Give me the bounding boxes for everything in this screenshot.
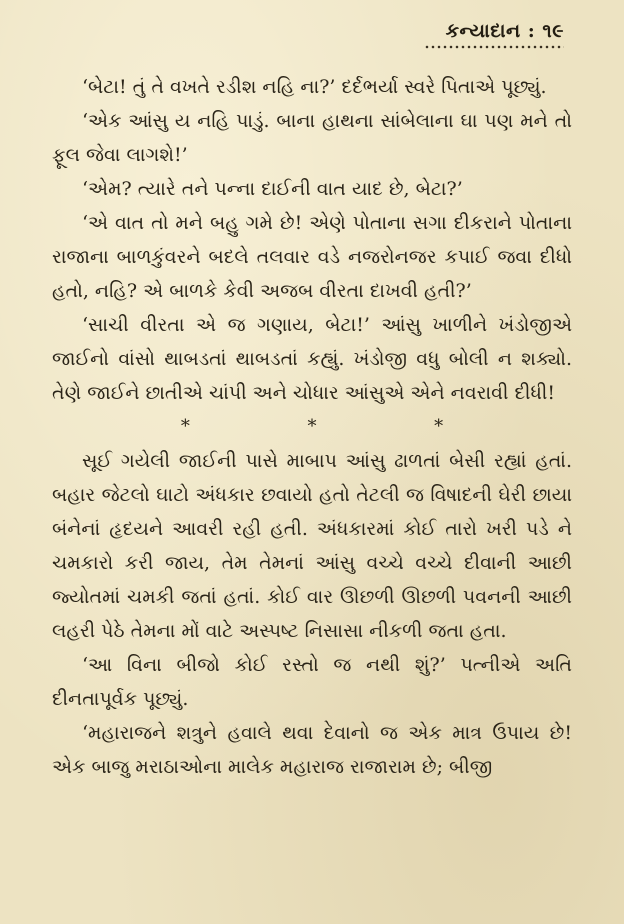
separator-star: * [307, 416, 317, 437]
page-body [52, 70, 572, 784]
separator-star: * [434, 416, 444, 437]
paragraph: ‘એમ? ત્યારે તને પન્ના દાઈની વાત યાદ છે, બેટા?’ [82, 178, 463, 200]
separator-star: * [180, 416, 190, 437]
section-separator [52, 414, 572, 440]
page-header [424, 20, 564, 50]
paragraph: ‘સાચી વીરતા એ જ ગણાય, બેટા!’ આંસુ ખાળીને ખંડોજીએ જાઈનો વાંસો થાબડતાં થાબડતાં કહ્યું. ખંડોજી વધુ બોલી ન શક્યો. તેણે જાઈને છાતીએ ચાંપી અને ચોધાર આંસુએ એને નવરાવી દીધી! [52, 314, 572, 404]
paragraph: ‘બેટા! તું તે વખતે રડીશ નહિ ના?’ દર્દભર્યા સ્વરે પિતાએ પૂછ્યું. [82, 76, 547, 98]
paragraph: સૂઈ ગયેલી જાઈની પાસે માબાપ આંસુ ઢાળતાં બેસી રહ્યાં હતાં. બહાર જેટલો ઘાટો અંધકાર છવાયો હતો તેટલી જ વિષાદની ઘેરી છાયા બંનેનાં હૃદયને આવરી રહી હતી. અંધકારમાં કોઈ તારો ખરી પડે ને ચમકારો કરી જાય, તેમ તેમનાં આંસુ વચ્ચે વચ્ચે દીવાની આછી જ્યોતમાં ચમકી જતાં હતાં. કોઈ વાર ઊછળી ઊછળી પવનની આછી લહરી પેઠે તેમના મોં વાટે અસ્પષ્ટ નિસાસા નીકળી જતા હતા. [52, 450, 572, 642]
decorative-dotted-rule [424, 44, 564, 50]
paragraph: ‘એ વાત તો મને બહુ ગમે છે! એણે પોતાના સગા દીકરાને પોતાના રાજાના બાળકુંવરને બદલે તલવાર વડે નજરોનજર કપાઈ જવા દીધો હતો, નહિ? એ બાળકે કેવી અજબ વીરતા દાખવી હતી?’ [52, 212, 572, 302]
paragraph: ‘મહારાજને શત્રુને હવાલે થવા દેવાનો જ એક માત્ર ઉપાય છે! એક બાજુ મરાઠાઓના માલેક મહારાજ રાજારામ છે; બીજી [52, 722, 572, 778]
running-title: કન્યાદાન : ૧૯ [445, 20, 564, 42]
paragraph: ‘આ વિના બીજો કોઈ રસ્તો જ નથી શું?’ પત્નીએ અતિ દીનતાપૂર્વક પૂછ્યું. [52, 654, 572, 710]
paragraph: ‘એક આંસુ ય નહિ પાડું. બાના હાથના સાંબેલાના ઘા પણ મને તો ફૂલ જેવા લાગશે!’ [52, 110, 572, 166]
